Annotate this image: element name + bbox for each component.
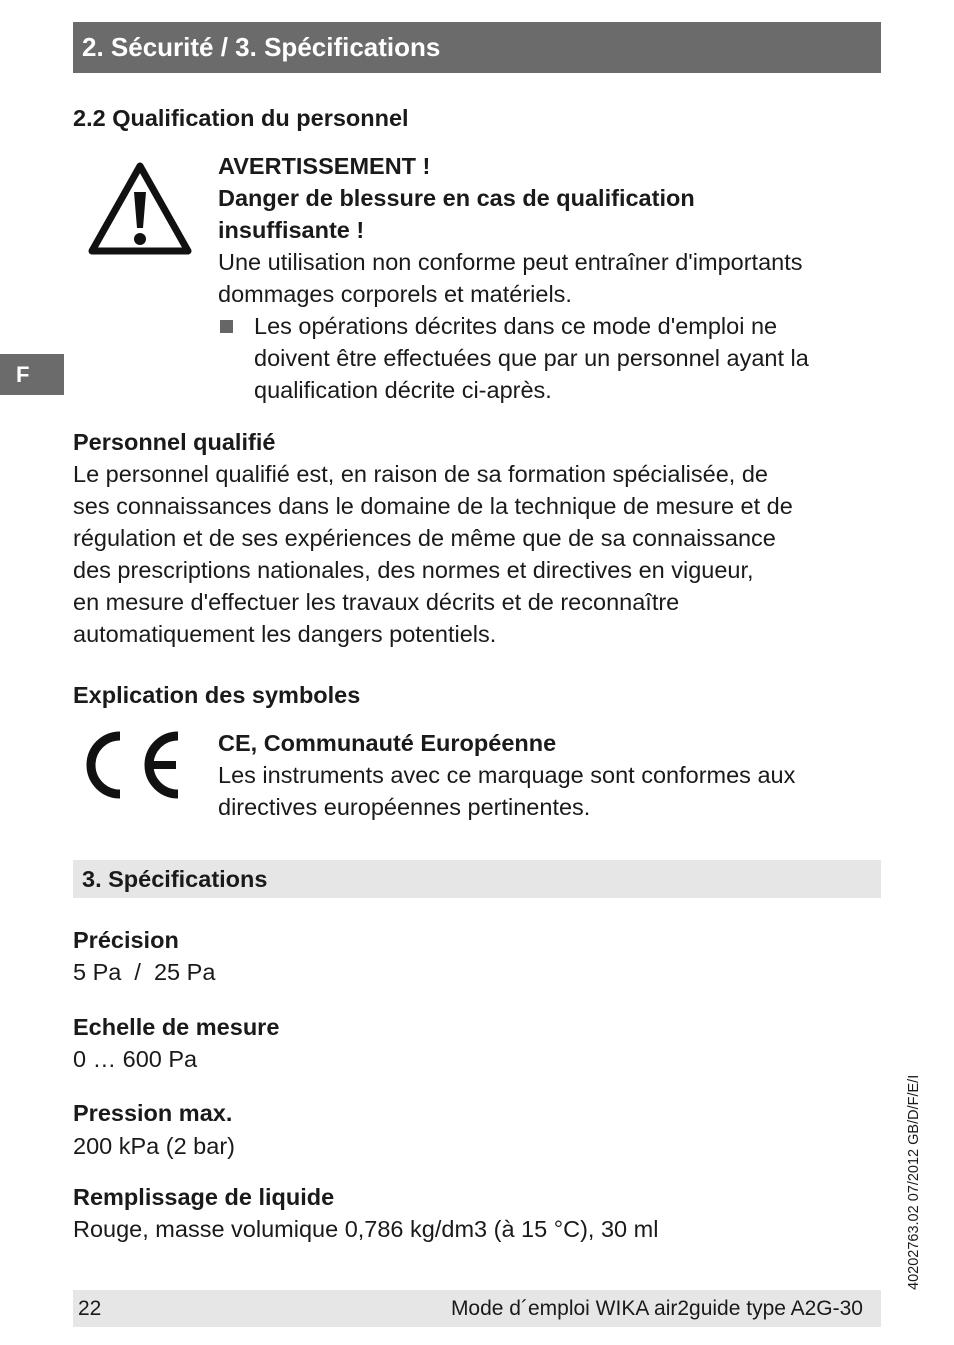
- language-tab-label: F: [16, 362, 30, 387]
- bullet-marker: [220, 320, 233, 333]
- qualified-line: régulation et de ses expériences de même que de sa connaissance: [73, 525, 776, 551]
- specs-header: [73, 860, 881, 898]
- qualified-line: automatiquement les dangers potentiels.: [73, 621, 497, 647]
- language-tab: [0, 354, 64, 395]
- spec-value: Rouge, masse volumique 0,786 kg/dm3 (à 15 °C), 30 ml: [73, 1216, 659, 1242]
- bullet-line-1: Les opérations décrites dans ce mode d'emploi ne: [254, 313, 778, 339]
- spec-value: 5 Pa / 25 Pa: [73, 959, 216, 985]
- footer-title: Mode d´emploi WIKA air2guide type A2G-30: [450, 1297, 863, 1320]
- spec-label: Pression max.: [73, 1100, 233, 1126]
- spec-value: 0 … 600 Pa: [73, 1046, 198, 1072]
- warning-subtitle-line-2: insuffisante !: [218, 217, 365, 243]
- bullet-line-2: doivent être effectuées que par un personnel ayant la: [254, 345, 809, 371]
- spec-label: Remplissage de liquide: [73, 1184, 335, 1210]
- page-number: 22: [78, 1297, 102, 1320]
- specs-header-title: 3. Spécifications: [82, 866, 268, 892]
- page-footer: [73, 1290, 881, 1327]
- warning-text-line-1: Une utilisation non conforme peut entraîner d'importants: [218, 249, 803, 275]
- qualified-title: Personnel qualifié: [73, 429, 276, 455]
- ce-text-line-2: directives européennes pertinentes.: [218, 794, 591, 820]
- spec-label: Echelle de mesure: [73, 1014, 280, 1040]
- ce-title: CE, Communauté Européenne: [218, 730, 557, 756]
- qualified-line: Le personnel qualifié est, en raison de sa formation spécialisée, de: [73, 461, 768, 487]
- qualified-line: ses connaissances dans le domaine de la technique de mesure et de: [73, 493, 793, 519]
- bullet-line-3: qualification décrite ci-après.: [254, 377, 552, 403]
- spec-value: 200 kPa (2 bar): [73, 1133, 235, 1159]
- warning-text-line-2: dommages corporels et matériels.: [218, 281, 572, 307]
- qualified-line: en mesure d'effectuer les travaux décrits et de reconnaître: [73, 589, 680, 615]
- spec-label: Précision: [73, 927, 179, 953]
- qualified-line: des prescriptions nationales, des normes et directives en vigueur,: [73, 557, 754, 583]
- warning-triangle-icon: [86, 160, 194, 258]
- section-header: [73, 22, 881, 73]
- warning-subtitle-line-1: Danger de blessure en cas de qualification: [218, 185, 695, 211]
- warning-title: AVERTISSEMENT !: [218, 153, 431, 179]
- document-code: 40202763.02 07/2012 GB/D/F/E/I: [906, 1074, 922, 1290]
- symbols-title: Explication des symboles: [73, 682, 361, 708]
- ce-text-line-1: Les instruments avec ce marquage sont conformes aux: [218, 762, 796, 788]
- subsection-title: 2.2 Qualification du personnel: [73, 105, 409, 131]
- section-header-title: 2. Sécurité / 3. Spécifications: [82, 32, 441, 62]
- ce-mark-icon: [86, 730, 182, 800]
